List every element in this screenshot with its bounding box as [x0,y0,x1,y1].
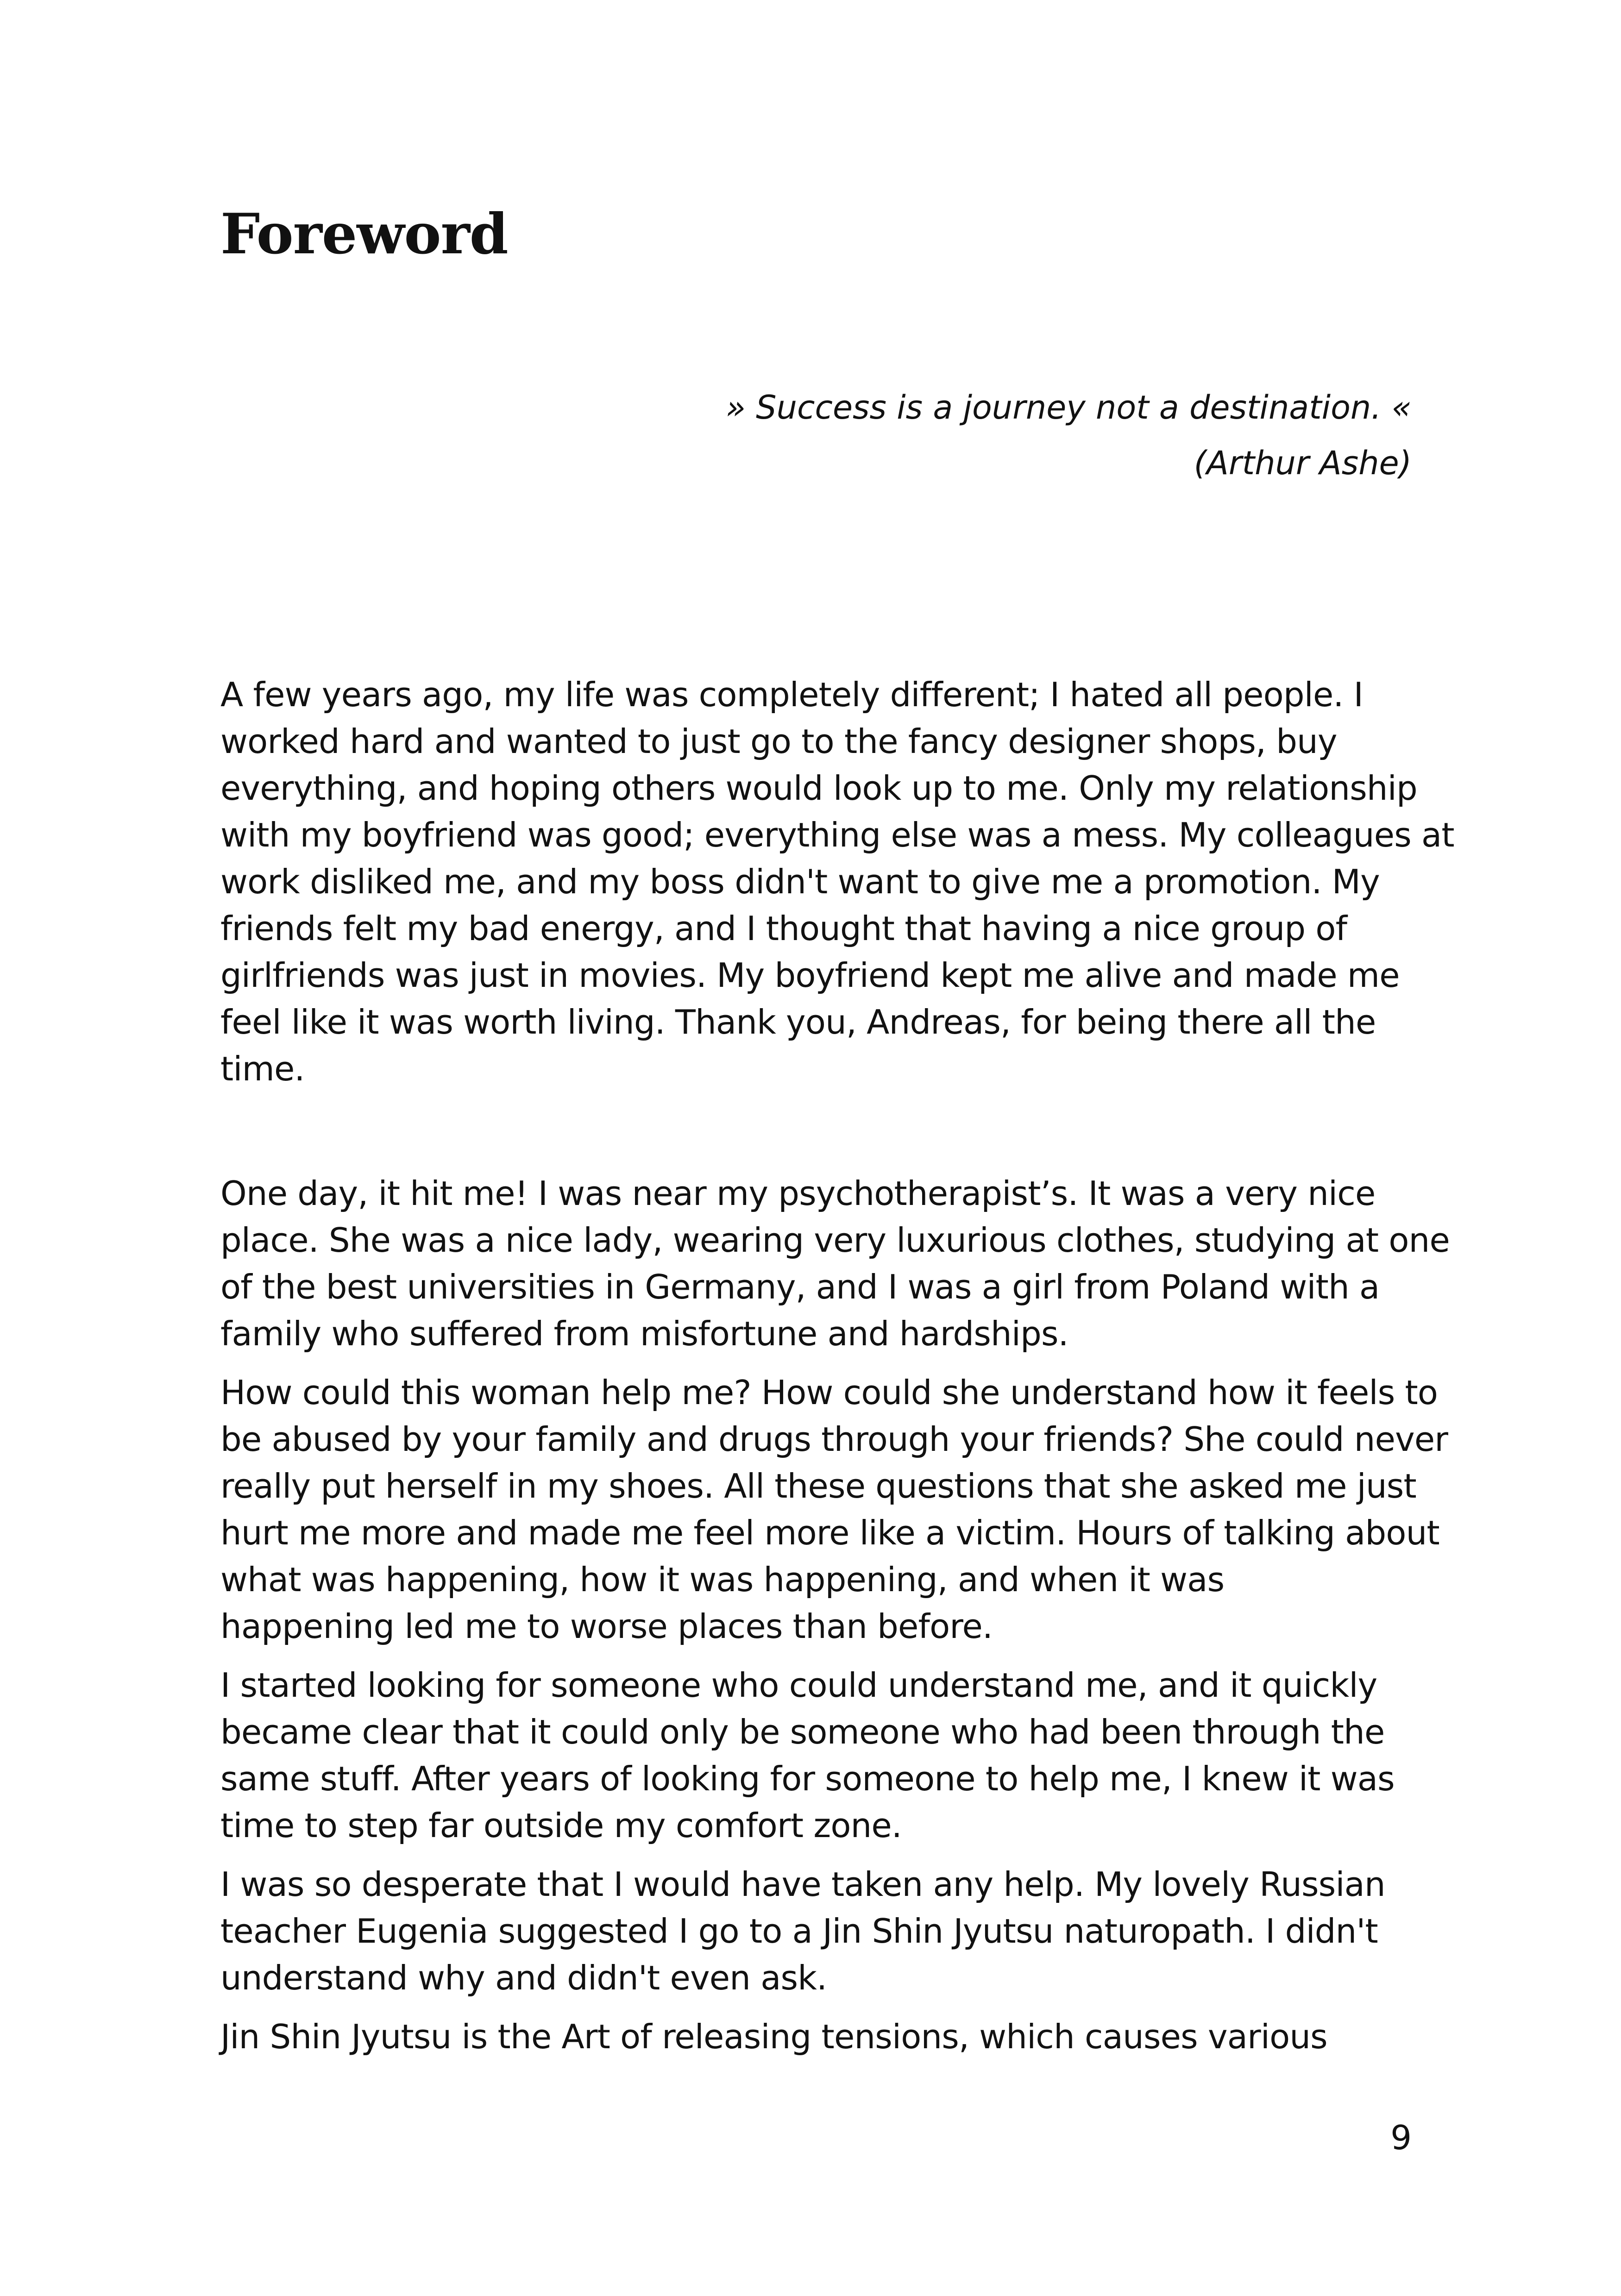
text-line: family who suffered from misfortune and hardships. [220,1314,1068,1353]
text-line: A few years ago, my life was completely different; I hated all people. I [220,675,1363,714]
text-line: work disliked me, and my boss didn't want to give me a promotion. My [220,862,1380,901]
chapter-heading: Foreword [220,201,508,267]
paragraph-5 [220,1861,1412,2001]
text-line: hurt me more and made me feel more like a victim. Hours of talking about [220,1513,1439,1552]
text-line: How could this woman help me? How could she understand how it feels to [220,1373,1438,1412]
text-line: really put herself in my shoes. All these questions that she asked me just [220,1467,1416,1506]
text-line: same stuff. After years of looking for someone to help me, I knew it was [220,1759,1395,1798]
text-line: teacher Eugenia suggested I go to a Jin Shin Jyutsu naturopath. I didn't [220,1912,1378,1951]
text-line: time. [220,1049,305,1088]
epigraph [532,380,1412,491]
text-line: be abused by your family and drugs through your friends? She could never [220,1420,1448,1459]
text-line: worked hard and wanted to just go to the fancy designer shops, buy [220,722,1337,761]
text-line: what was happening, how it was happening, and when it was [220,1560,1225,1599]
text-line: happening led me to worse places than before. [220,1607,993,1646]
text-line: became clear that it could only be someone who had been through the [220,1713,1385,1751]
text-line: everything, and hoping others would look up to me. Only my relationship [220,769,1417,808]
text-line: One day, it hit me! I was near my psychotherapist’s. It was a very nice [220,1174,1376,1213]
paragraph-1 [220,671,1454,1092]
text-line: I started looking for someone who could understand me, and it quickly [220,1666,1377,1705]
text-line: understand why and didn't even ask. [220,1958,827,1997]
text-line: place. She was a nice lady, wearing very luxurious clothes, studying at one [220,1221,1450,1260]
paragraph-6 [220,2014,1412,2060]
body-text-block-1 [220,671,1454,1092]
text-line: time to step far outside my comfort zone. [220,1806,902,1845]
body-text-block-2 [220,1170,1450,2060]
text-line: feel like it was worth living. Thank you, Andreas, for being there all the [220,1003,1376,1041]
text-line: friends felt my bad energy, and I thought that having a nice group of [220,909,1347,948]
text-line: girlfriends was just in movies. My boyfriend kept me alive and made me [220,956,1400,995]
text-line: with my boyfriend was good; everything else was a mess. My colleagues at [220,816,1454,854]
text-line: I was so desperate that I would have taken any help. My lovely Russian [220,1865,1385,1904]
text-line: Jin Shin Jyutsu is the Art of releasing tensions, which causes various [220,2017,1327,2056]
paragraph-3 [220,1369,1448,1650]
epigraph-author: (Arthur Ashe) [1194,444,1412,482]
paragraph-4 [220,1662,1412,1849]
page-number: 9 [1390,2118,1412,2157]
text-line: of the best universities in Germany, and I was a girl from Poland with a [220,1267,1380,1306]
paragraph-2 [220,1170,1450,1357]
epigraph-quote: » Success is a journey not a destination. « [725,389,1412,427]
